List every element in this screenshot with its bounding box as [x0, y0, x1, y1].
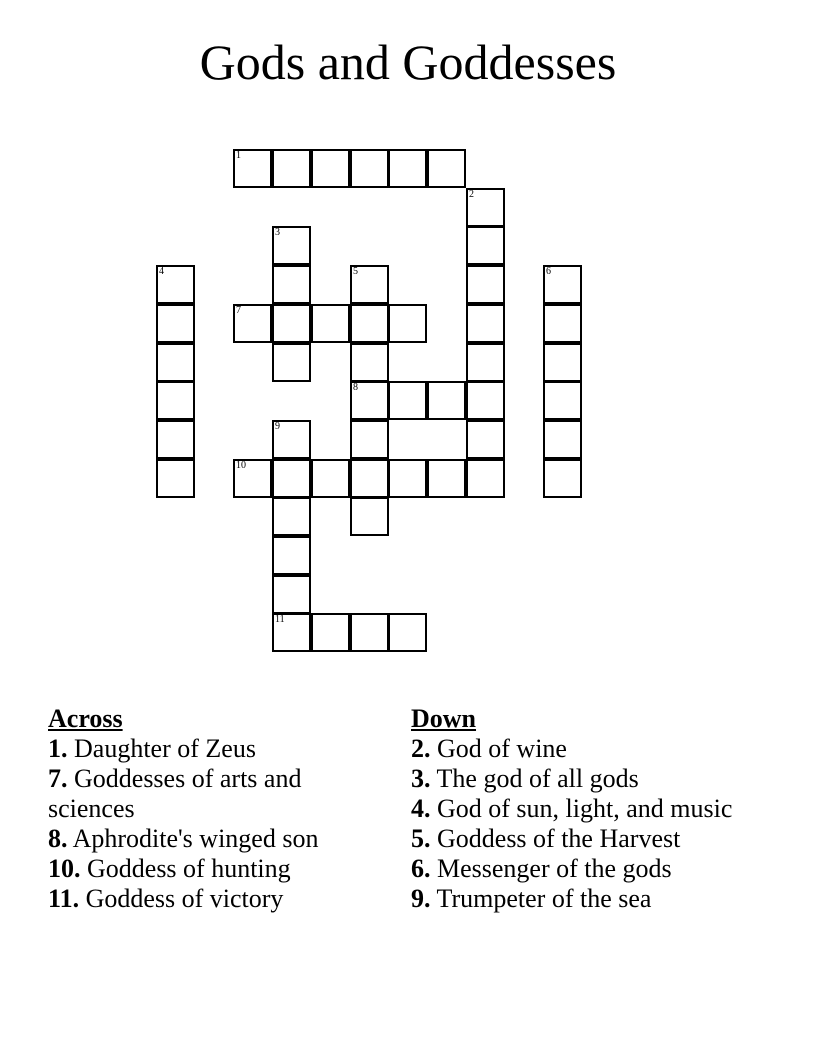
grid-cell[interactable] [156, 343, 195, 382]
grid-cell[interactable] [543, 343, 582, 382]
grid-cell[interactable] [156, 265, 195, 304]
grid-cell[interactable] [543, 304, 582, 343]
grid-cell[interactable] [233, 304, 272, 343]
clue-text: Messenger of the gods [437, 854, 672, 883]
clue-down-5 [411, 824, 741, 854]
clue-text: Goddess of the Harvest [437, 824, 681, 853]
grid-cell[interactable] [466, 381, 505, 420]
cell-number: 4 [159, 266, 164, 277]
down-heading: Down [411, 704, 477, 733]
grid-cell[interactable] [543, 420, 582, 459]
grid-cell[interactable] [388, 613, 427, 652]
clue-number: 1. [48, 734, 68, 763]
grid-cell[interactable] [350, 420, 389, 459]
grid-cell[interactable] [427, 459, 466, 498]
clue-text: The god of all gods [436, 764, 639, 793]
grid-cell[interactable] [272, 575, 311, 614]
across-clues [48, 704, 368, 914]
clue-number: 7. [48, 764, 68, 793]
grid-cell[interactable] [311, 459, 350, 498]
clue-across-8 [48, 824, 368, 854]
cell-number: 6 [546, 266, 551, 277]
grid-cell[interactable] [272, 536, 311, 575]
clue-down-9 [411, 884, 741, 914]
grid-cell[interactable] [350, 304, 389, 343]
clue-number: 6. [411, 854, 431, 883]
grid-cell[interactable] [350, 381, 389, 420]
grid-cell[interactable] [388, 381, 427, 420]
clue-text: Goddess of hunting [87, 854, 291, 883]
clue-text: Aphrodite's winged son [72, 824, 319, 853]
grid-cell[interactable] [272, 265, 311, 304]
grid-cell[interactable] [156, 304, 195, 343]
grid-cell[interactable] [272, 613, 311, 652]
cell-number: 5 [353, 266, 358, 277]
grid-cell[interactable] [272, 149, 311, 188]
grid-cell[interactable] [388, 304, 427, 343]
grid-cell[interactable] [543, 265, 582, 304]
cell-number: 1 [236, 150, 241, 161]
clue-number: 10. [48, 854, 81, 883]
clue-number: 11. [48, 884, 80, 913]
clue-number: 9. [411, 884, 431, 913]
grid-cell[interactable] [233, 149, 272, 188]
clue-number: 5. [411, 824, 431, 853]
clue-across-1 [48, 734, 368, 764]
page-title: Gods and Goddesses [199, 34, 617, 90]
cell-number: 10 [236, 460, 246, 471]
grid-cell[interactable] [233, 459, 272, 498]
across-heading: Across [48, 704, 123, 733]
grid-cell[interactable] [272, 226, 311, 265]
down-clues [411, 704, 741, 914]
grid-cell[interactable] [156, 420, 195, 459]
grid-cell[interactable] [466, 343, 505, 382]
grid-cell[interactable] [543, 459, 582, 498]
clue-across-7 [48, 764, 368, 824]
cell-number: 7 [236, 305, 241, 316]
grid-cell[interactable] [466, 226, 505, 265]
grid-cell[interactable] [427, 149, 466, 188]
grid-cell[interactable] [272, 420, 311, 459]
grid-cell[interactable] [350, 497, 389, 536]
clue-down-3 [411, 764, 741, 794]
cell-number: 2 [469, 189, 474, 200]
clue-down-6 [411, 854, 741, 884]
grid-cell[interactable] [272, 343, 311, 382]
grid-cell[interactable] [466, 420, 505, 459]
grid-cell[interactable] [466, 188, 505, 227]
clue-text: God of sun, light, and music [437, 794, 733, 823]
grid-cell[interactable] [466, 459, 505, 498]
clue-text: Trumpeter of the sea [436, 884, 652, 913]
grid-cell[interactable] [156, 381, 195, 420]
grid-cell[interactable] [388, 459, 427, 498]
grid-cell[interactable] [311, 149, 350, 188]
clue-number: 3. [411, 764, 431, 793]
clue-text: Goddess of victory [85, 884, 284, 913]
cell-number: 8 [353, 382, 358, 393]
grid-cell[interactable] [466, 304, 505, 343]
grid-cell[interactable] [311, 613, 350, 652]
clue-text: Daughter of Zeus [74, 734, 256, 763]
clue-across-11 [48, 884, 368, 914]
cell-number: 3 [275, 227, 280, 238]
grid-cell[interactable] [272, 304, 311, 343]
grid-cell[interactable] [272, 459, 311, 498]
clue-across-10 [48, 854, 368, 884]
grid-cell[interactable] [350, 149, 389, 188]
grid-cell[interactable] [156, 459, 195, 498]
clue-number: 2. [411, 734, 431, 763]
clue-number: 8. [48, 824, 68, 853]
clue-number: 4. [411, 794, 431, 823]
grid-cell[interactable] [350, 343, 389, 382]
grid-cell[interactable] [350, 613, 389, 652]
clue-text: God of wine [437, 734, 567, 763]
grid-cell[interactable] [543, 381, 582, 420]
clue-down-4 [411, 794, 741, 824]
grid-cell[interactable] [466, 265, 505, 304]
grid-cell[interactable] [427, 381, 466, 420]
grid-cell[interactable] [350, 459, 389, 498]
grid-cell[interactable] [388, 149, 427, 188]
clue-down-2 [411, 734, 741, 764]
grid-cell[interactable] [311, 304, 350, 343]
cell-number: 11 [275, 614, 285, 625]
clue-text: Goddesses of arts and sciences [48, 764, 302, 823]
grid-cell[interactable] [350, 265, 389, 304]
grid-cell[interactable] [272, 497, 311, 536]
cell-number: 9 [275, 421, 280, 432]
